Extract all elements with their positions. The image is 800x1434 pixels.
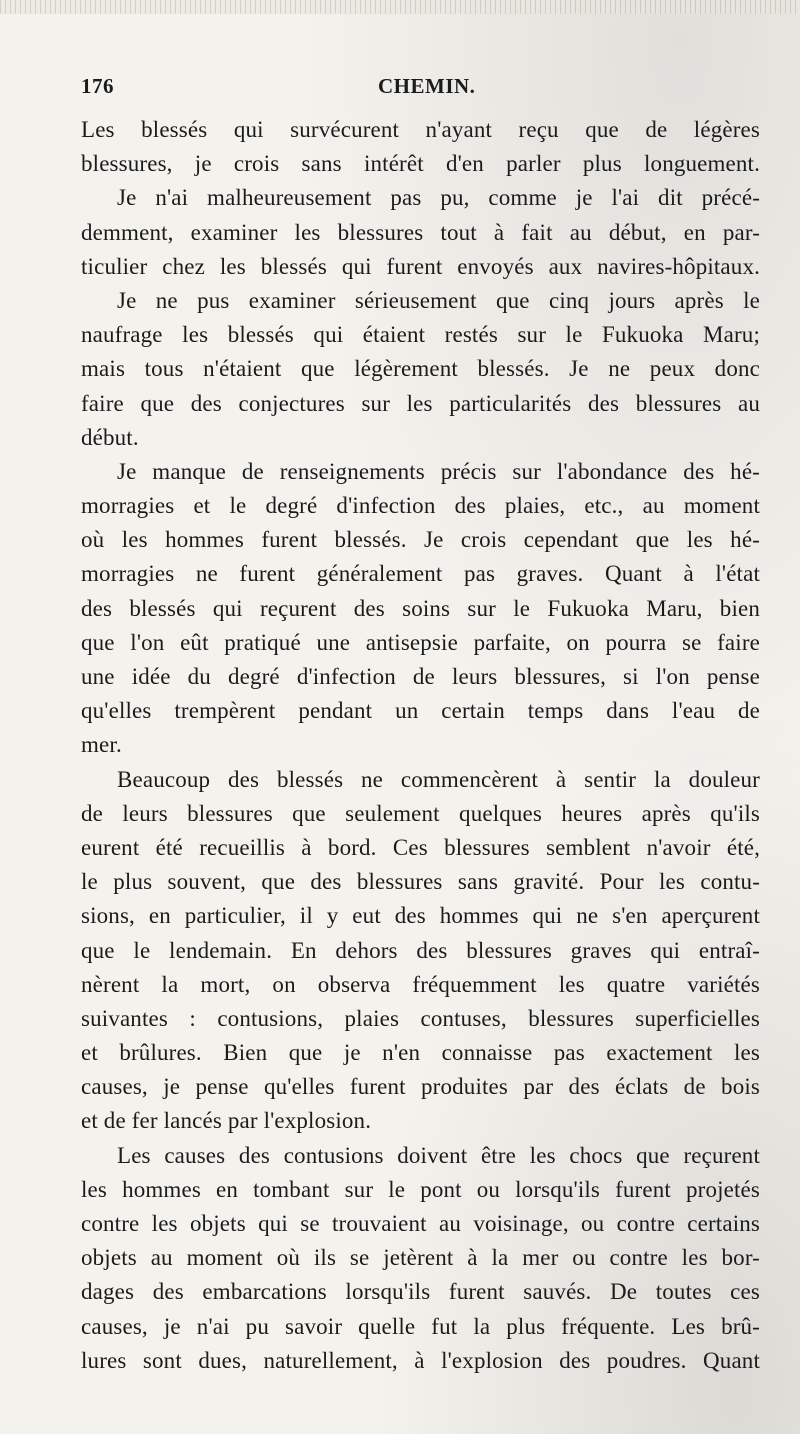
text-line: lures sont dues, naturellement, à l'explosion des poudres. Quant [81,1347,760,1373]
text-line: début. [81,424,139,450]
text-line: Les causes des contusions doivent être les chocs que reçurent [117,1142,760,1168]
text-line: de leurs blessures que seulement quelques heures après qu'ils [81,800,760,826]
text-line: eurent été recueillis à bord. Ces blessures semblent n'avoir été, [81,834,760,860]
text-line: le plus souvent, que des blessures sans gravité. Pour les contu- [81,869,760,895]
text-line: objets au moment où ils se jetèrent à la mer ou contre les bor- [81,1245,760,1271]
text-line: contre les objets qui se trouvaient au voisinage, ou contre certains [81,1211,760,1236]
running-head [81,74,760,104]
text-line: que l'on eût pratiqué une antisepsie parfaite, on pourra se faire [81,629,760,655]
text-line: Les blessés qui survécurent n'ayant reçu que de légères [81,117,760,142]
text-line: suivantes : contusions, plaies contuses, blessures superficielles [81,1005,760,1031]
text-line: naufrage les blessés qui étaient restés sur le Fukuoka Maru; [81,322,760,348]
text-line: sions, en particulier, il y eut des hommes qui ne s'en aperçurent [81,903,760,929]
text-line: et brûlures. Bien que je n'en connaisse pas exactement les [81,1040,760,1066]
text-line: mais tous n'étaient que légèrement blessés. Je ne peux donc [81,356,760,382]
page-number: 176 [81,74,114,98]
text-line: causes, je n'ai pu savoir quelle fut la plus fréquente. Les brû- [81,1313,760,1339]
text-line: Je manque de renseignements précis sur l'abondance des hé- [117,458,760,484]
text-line: qu'elles trempèrent pendant un certain temps dans l'eau de [81,698,760,724]
body-text [81,113,760,1378]
text-line: blessures, je crois sans intérêt d'en parler plus longuement. [81,151,760,177]
text-line: morragies ne furent généralement pas graves. Quant à l'état [81,561,760,587]
text-line: ticulier chez les blessés qui furent envoyés aux navires-hôpitaux. [81,253,760,279]
text-line: Beaucoup des blessés ne commencèrent à sentir la douleur [117,766,760,792]
text-line: une idée du degré d'infection de leurs blessures, si l'on pense [81,664,760,689]
text-line: faire que des conjectures sur les particularités des blessures au [81,390,760,416]
text-line: que le lendemain. En dehors des blessures graves qui entraî- [81,937,760,963]
text-line: Je n'ai malheureusement pas pu, comme je l'ai dit précé- [117,185,760,211]
text-line: où les hommes furent blessés. Je crois cependant que les hé- [81,527,760,553]
text-line: des blessés qui reçurent des soins sur le Fukuoka Maru, bien [81,595,760,621]
text-line: nèrent la mort, on observa fréquemment les quatre variétés [81,971,760,997]
text-line: Je ne pus examiner sérieusement que cinq jours après le [117,287,760,313]
text-line: causes, je pense qu'elles furent produites par des éclats de bois [81,1074,760,1100]
text-line: dages des embarcations lorsqu'ils furent sauvés. De toutes ces [81,1279,760,1305]
text-line: mer. [81,732,122,758]
text-line: demment, examiner les blessures tout à fait au début, en par- [81,219,760,245]
text-line: et de fer lancés par l'explosion. [81,1108,372,1134]
text-line: les hommes en tombant sur le pont ou lorsqu'ils furent projetés [81,1176,760,1202]
page-top-edge [0,0,800,14]
running-title: CHEMIN. [378,74,476,98]
text-line: morragies et le degré d'infection des plaies, etc., au moment [81,493,760,519]
